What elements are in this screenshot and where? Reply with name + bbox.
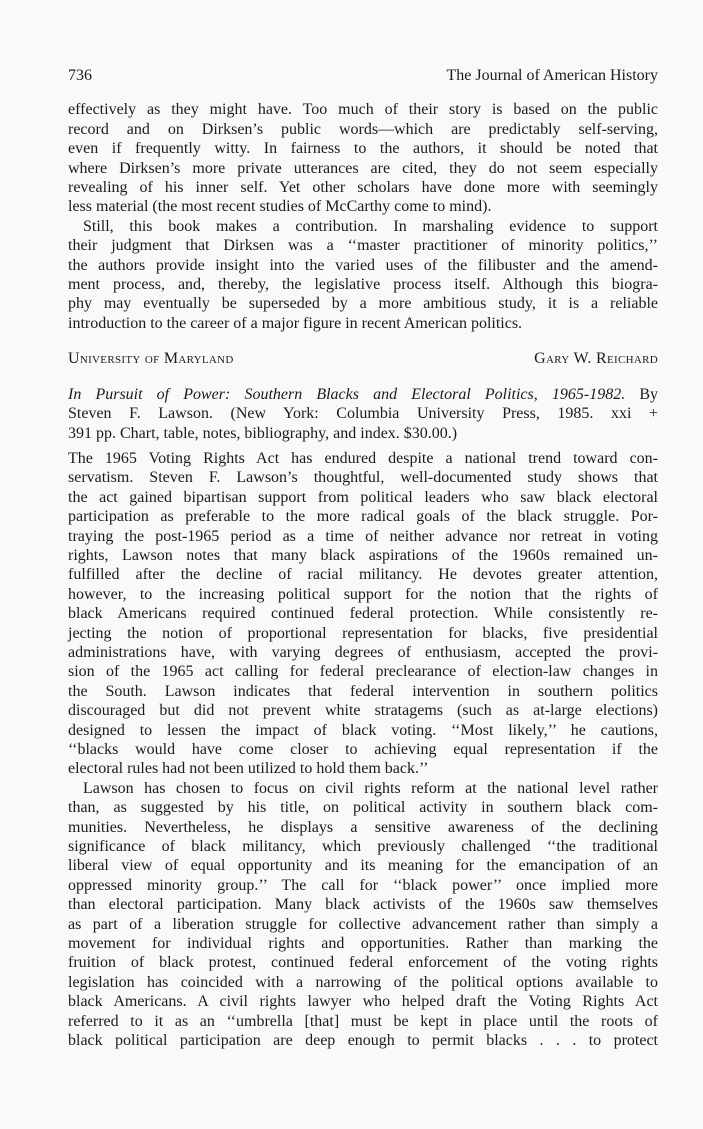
text-line: Steven F. Lawson. (New York: Columbia University Press, 1985. xxi + [68,405,658,423]
text-line: liberal view of equal opportunity and its meaning for the emancipation of an [68,857,658,875]
text-line: the South. Lawson indicates that federal intervention in southern politics [68,682,658,700]
text-line: munities. Nevertheless, he displays a sensitive awareness of the declining [68,818,658,836]
text-line: black Americans required continued federal protection. While consistently re- [68,605,658,623]
text-line: movement for individual rights and opportunities. Rather than marking the [68,935,658,953]
text-line: revealing of his inner self. Yet other scholars have done more with seemingly [68,179,658,197]
text-line: than electoral participation. Many black activists of the 1960s saw themselves [68,896,658,914]
text-line: jecting the notion of proportional representation for blacks, five presidential [68,624,658,642]
lawson-review [68,385,658,1051]
text-line: legislation has coincided with a narrowing of the political options available to [68,973,658,991]
text-line: Still, this book makes a contribution. In marshaling evidence to support [83,217,658,235]
text-line: phy may eventually be superseded by a more ambitious study, it is a reliable [68,295,658,313]
text-line: discouraged but did not prevent white stratagems (such as at-large elections) [68,702,658,720]
page-content [68,66,658,1051]
text-line: participation as preferable to the more radical goals of the black struggle. Por- [68,508,658,526]
review-paragraph [68,217,658,333]
text-line [68,385,658,404]
book-title-italic: In Pursuit of Power: Southern Blacks and Electoral Politics, 1965-1982. [68,385,626,403]
text-line: record and on Dirksen’s public words—which are predictably self-serving, [68,120,658,138]
journal-title: The Journal of American History [446,67,658,84]
text-line: 391 pp. Chart, table, notes, bibliography, and index. $30.00.) [68,424,458,442]
text-line: introduction to the career of a major figure in recent American politics. [68,314,523,332]
page-header [68,66,658,85]
text-line: administrations have, with varying degrees of enthusiasm, accepted the provi- [68,643,658,661]
review-attribution [68,349,658,368]
text-line: however, to the increasing political support for the notion that the rights of [68,585,658,603]
text-line: less material (the most recent studies of McCarthy come to mind). [68,198,492,216]
page-number: 736 [68,67,92,84]
text-line: designed to lessen the impact of black voting. ‘‘Most likely,’’ he cautions, [68,721,658,739]
text-line: traying the post-1965 period as a time of neither advance nor retreat in voting [68,527,658,545]
reviewer-name: Gary W. Reichard [534,350,658,368]
text-segment: By [625,385,659,403]
dirksen-review-conclusion [68,100,658,368]
text-line: rights, Lawson notes that many black aspirations of the 1960s remained un- [68,546,658,564]
text-line: the act gained bipartisan support from political leaders who saw black electoral [68,488,658,506]
review-paragraph [68,449,658,779]
text-line: referred to it as an ‘‘umbrella [that] must be kept in place until the roots of [68,1012,658,1030]
text-line: where Dirksen’s more private utterances are cited, they do not seem especially [68,159,658,177]
text-line: fulfilled after the decline of racial militancy. He devotes greater attention, [68,566,658,584]
text-line: significance of black militancy, which previously challenged ‘‘the traditional [68,838,658,856]
review-body [68,449,658,1051]
text-line: Lawson has chosen to focus on civil rights reform at the national level rather [83,779,658,797]
text-line: servatism. Steven F. Lawson’s thoughtful, well-documented study shows that [68,469,658,487]
text-line: black Americans. A civil rights lawyer who helped draft the Voting Rights Act [68,993,658,1011]
text-line: even if frequently witty. In fairness to the authors, it should be noted that [68,140,658,158]
text-line: effectively as they might have. Too much of their story is based on the public [68,101,658,119]
text-line: black political participation are deep enough to permit blacks . . . to protect [68,1032,658,1050]
text-line: the authors provide insight into the varied uses of the filibuster and the amend- [68,256,658,274]
text-line: ‘‘blacks would have come closer to achieving equal representation if the [68,741,658,758]
text-line: ment process, and, thereby, the legislative process itself. Although this biogra- [68,276,658,294]
text-line: The 1965 Voting Rights Act has endured despite a national trend toward con- [68,449,658,467]
text-line: fruition of black protest, continued federal enforcement of the voting rights [68,954,658,972]
text-line: than, as suggested by his title, on political activity in southern black com- [68,799,658,817]
text-line: sion of the 1965 act calling for federal preclearance of election-law changes in [68,663,658,681]
text-line: electoral rules had not been utilized to hold them back.’’ [68,760,429,778]
review-paragraph [68,779,658,1051]
text-line: oppressed minority group.’’ The call for ‘‘black power’’ once implied more [68,876,658,894]
review-paragraph [68,100,658,216]
text-line: their judgment that Dirksen was a ‘‘master practitioner of minority politics,’’ [68,237,658,255]
reviewer-affiliation: University of Maryland [68,350,234,368]
book-citation [68,385,658,443]
text-line: as part of a liberation struggle for collective advancement rather than simply a [68,915,658,933]
